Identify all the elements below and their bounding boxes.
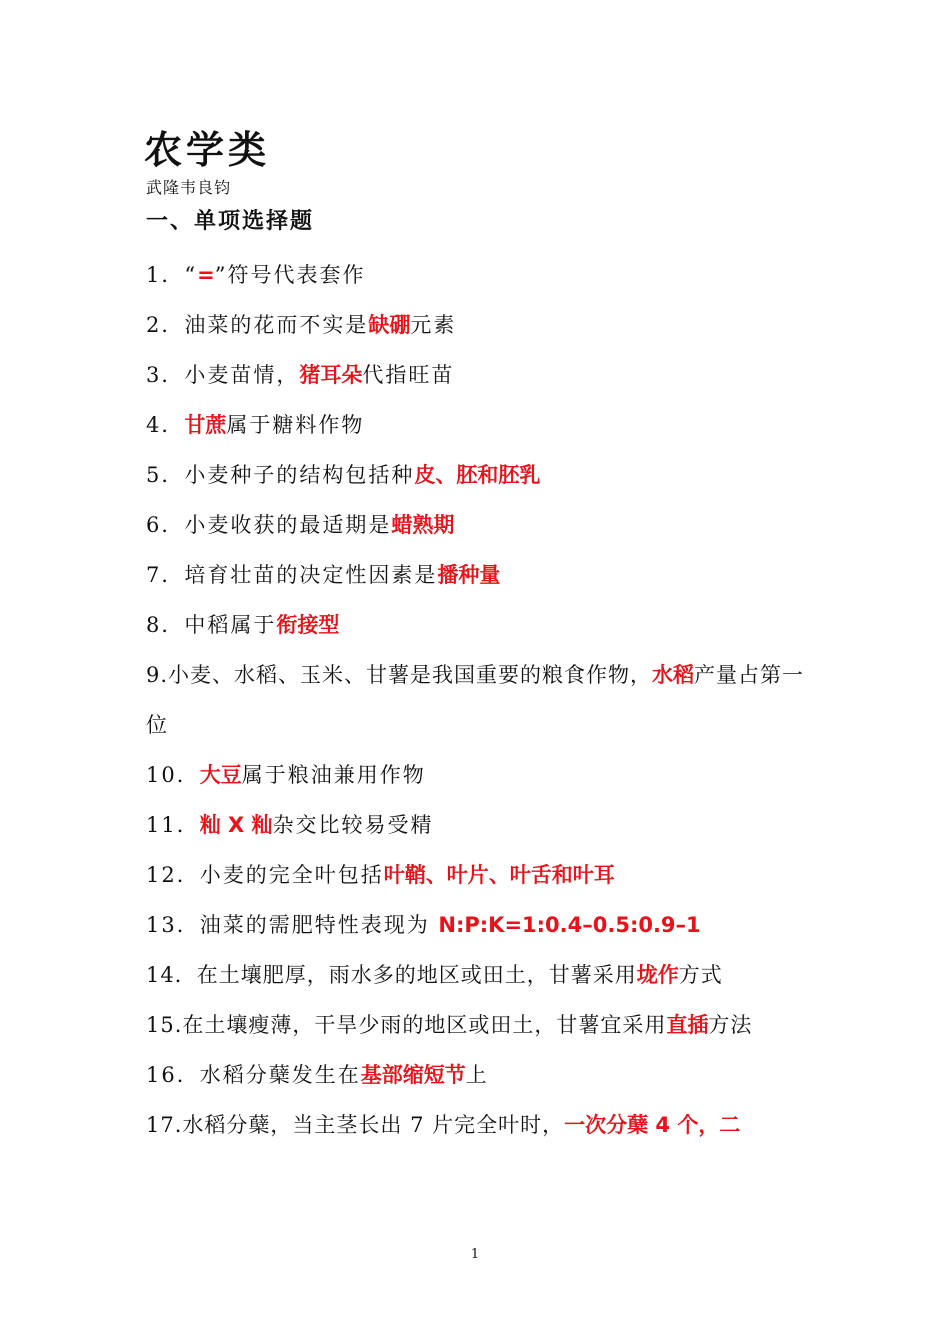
author-line: 武隆韦良钧: [146, 178, 232, 197]
answer-text: 猪耳朵: [299, 363, 363, 387]
answer-text: 直插: [666, 1013, 709, 1037]
list-item: 15.在土壤瘦薄，干旱少雨的地区或田土，甘薯宜采用直插方法: [146, 1013, 753, 1037]
answer-text: 一次分蘖 4 个，二: [564, 1113, 741, 1137]
list-item: 17.水稻分蘖，当主茎长出 7 片完全叶时，一次分蘖 4 个，二: [146, 1113, 741, 1137]
answer-text: 蜡熟期: [391, 513, 455, 537]
answer-text: 衔接型: [276, 613, 340, 637]
list-item: 14．在土壤肥厚，雨水多的地区或田土，甘薯采用垅作方式: [146, 963, 723, 987]
list-item: 4．甘蔗属于糖料作物: [146, 413, 365, 437]
answer-text: 甘蔗: [184, 413, 227, 437]
answer-text: 基部缩短节: [360, 1063, 466, 1087]
answer-text: 缺硼: [368, 313, 411, 337]
list-item: 8．中稻属于衔接型: [146, 613, 340, 637]
list-item: 12．小麦的完全叶包括叶鞘、叶片、叶舌和叶耳: [146, 863, 615, 887]
list-item: 3．小麦苗情，猪耳朵代指旺苗: [146, 363, 455, 387]
answer-text: 皮、胚和胚乳: [414, 463, 541, 487]
section-heading: 一、单项选择题: [146, 209, 315, 234]
answer-text: 垅作: [636, 963, 679, 987]
list-item: 6．小麦收获的最适期是蜡熟期: [146, 513, 455, 537]
answer-text: 水稻: [652, 663, 695, 687]
answer-text: 大豆: [199, 763, 242, 787]
answer-text: 籼 X 籼: [199, 813, 273, 837]
answer-text: =: [197, 263, 215, 287]
answer-text: 叶鞘、叶片、叶舌和叶耳: [383, 863, 615, 887]
list-item: 1．“=”符号代表套作: [146, 263, 366, 287]
list-item: 9.小麦、水稻、玉米、甘薯是我国重要的粮食作物，水稻产量占第一位: [146, 663, 805, 737]
page-title: 农学类: [144, 128, 271, 172]
list-item: 7．培育壮苗的决定性因素是播种量: [146, 563, 501, 587]
page-number: 1: [470, 1247, 480, 1262]
question-list: [146, 250, 816, 1150]
list-item: 5．小麦种子的结构包括种皮、胚和胚乳: [146, 463, 541, 487]
list-item: 16．水稻分蘖发生在基部缩短节上: [146, 1063, 489, 1087]
list-item: 13．油菜的需肥特性表现为 N:P:K=1:0.4–0.5:0.9–1: [146, 913, 701, 937]
answer-text: N:P:K=1:0.4–0.5:0.9–1: [438, 913, 701, 937]
list-item: 10．大豆属于粮油兼用作物: [146, 763, 426, 787]
list-item: 2．油菜的花而不实是缺硼元素: [146, 313, 457, 337]
list-item: 11．籼 X 籼杂交比较易受精: [146, 813, 434, 837]
answer-text: 播种量: [437, 563, 501, 587]
